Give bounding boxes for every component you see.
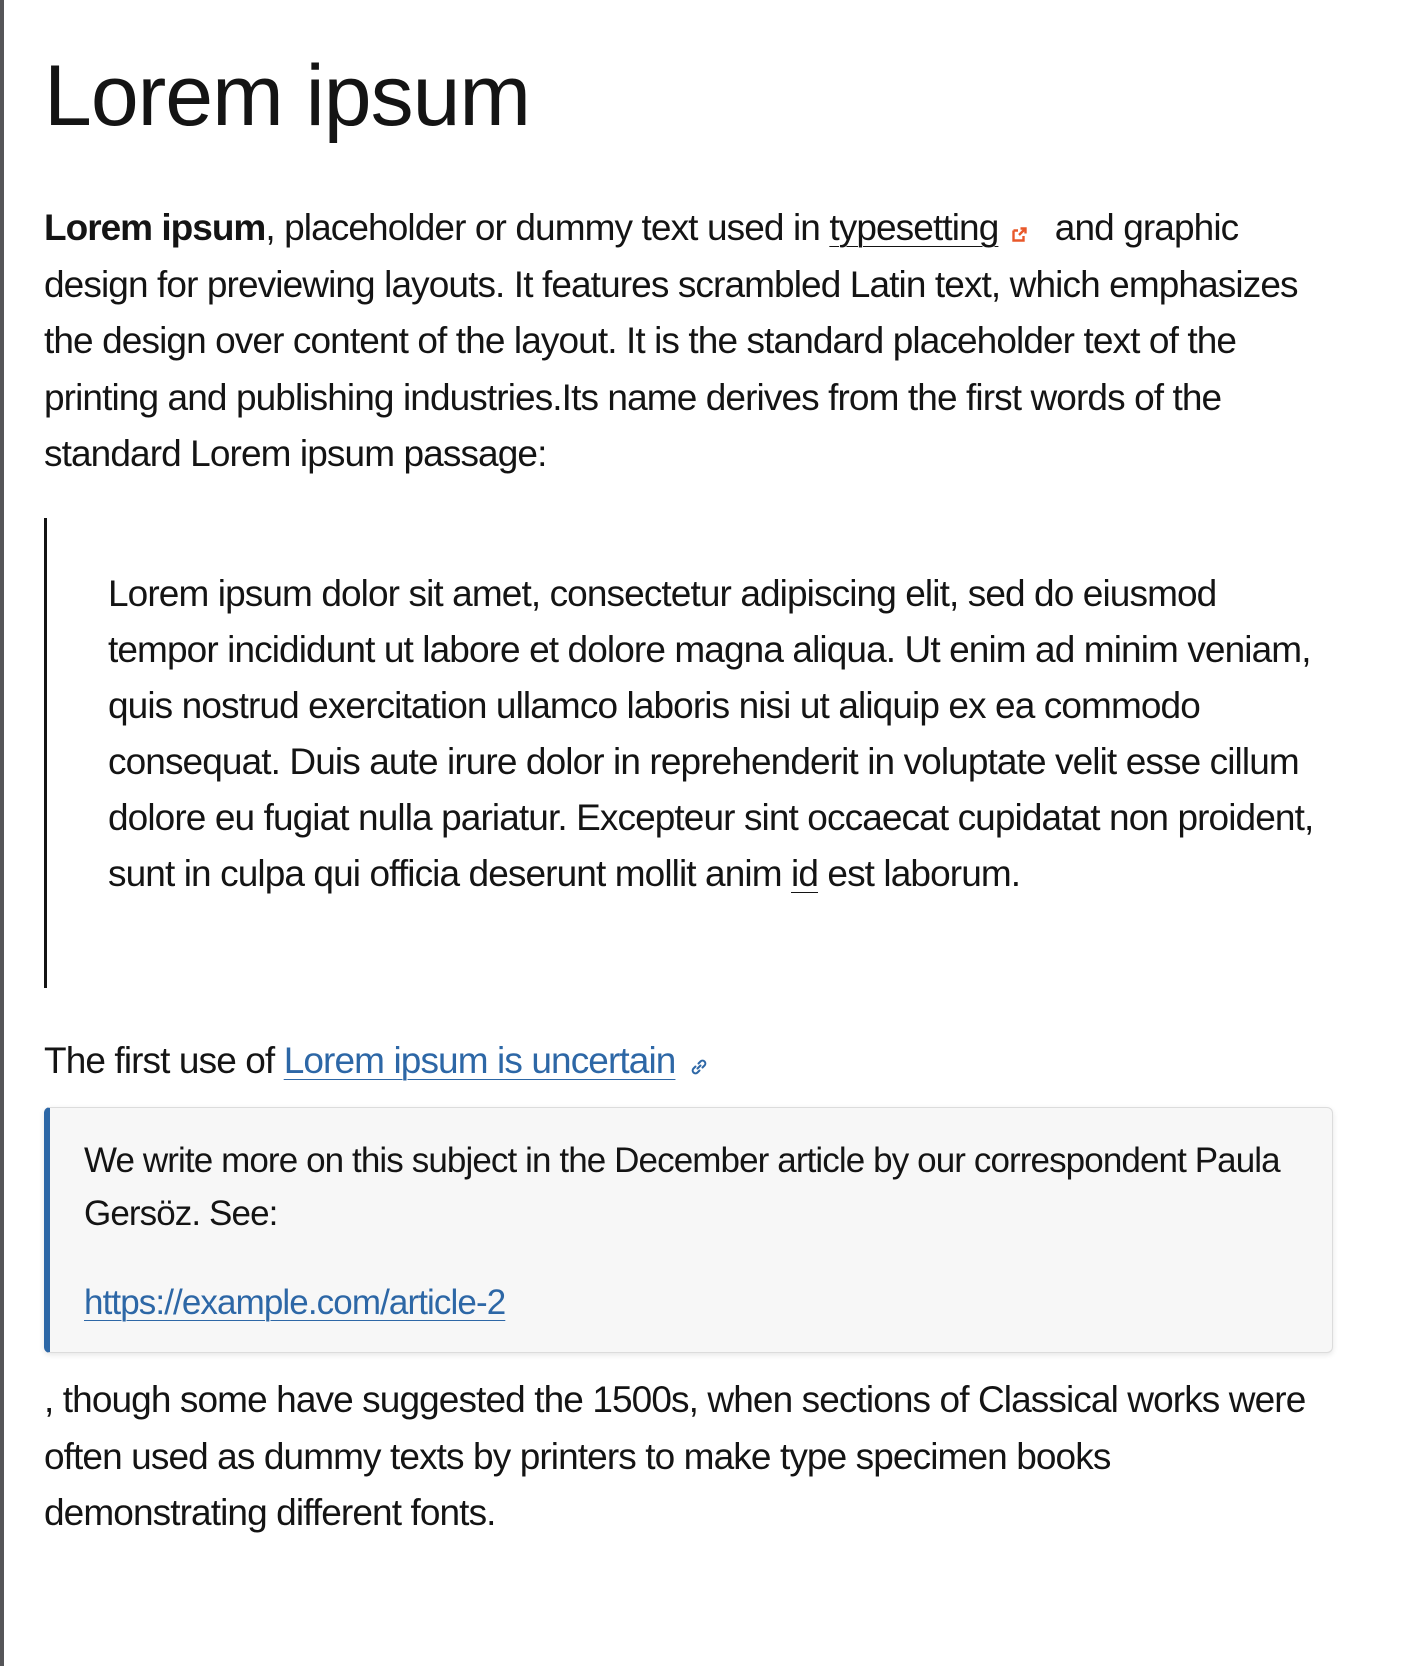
intro-text-1: , placeholder or dummy text used in	[265, 207, 830, 248]
callout-box	[44, 1107, 1333, 1353]
uncertain-link[interactable]: Lorem ipsum is uncertain	[283, 1040, 676, 1081]
callout-text: We write more on this subject in the December article by our correspondent Paula Gersöz. See:	[84, 1141, 1280, 1233]
lorem-blockquote	[44, 518, 1314, 988]
window-left-edge	[0, 0, 4, 1666]
external-link-icon[interactable]	[1012, 202, 1027, 217]
article-2-link[interactable]: https://example.com/article-2	[84, 1283, 506, 1322]
blockquote-text-2: est laborum.	[818, 853, 1021, 894]
blockquote-text-1: Lorem ipsum dolor sit amet, consectetur adipiscing elit, sed do eiusmod tempor incididunt ut labore et dolore magna aliqua. Ut enim ad minim veniam, quis nostrud exercitation ullamco laboris nisi ut aliquip ex ea commodo consequat. Duis aute irure dolor in reprehenderit in voluptate velit esse cillum dolore eu fugiat nulla pariatur. Excepteur sint occaecat cupidatat non proident, sunt in culpa qui officia deserunt mollit anim	[108, 573, 1314, 894]
page-title: Lorem ipsum	[44, 48, 531, 144]
chain-link-icon[interactable]	[689, 1037, 709, 1057]
first-use-text: The first use of	[44, 1040, 284, 1081]
intro-text-2: and graphic design for previewing layouts. It features scrambled Latin text, which emphasizes the design over content of the layout. It is the standard placeholder text of the printing and publishing industries.Its name derives from the first words of the standard Lorem ipsum passage:	[44, 207, 1298, 474]
abbr-id[interactable]: id	[791, 853, 819, 894]
first-use-paragraph	[44, 1033, 1334, 1090]
blockquote-text	[108, 566, 1318, 902]
closing-paragraph: , though some have suggested the 1500s, when sections of Classical works were often used as dummy texts by printers to make type specimen books demonstrating different fonts.	[44, 1379, 1306, 1533]
typesetting-link[interactable]: typesetting	[829, 207, 999, 248]
intro-paragraph	[44, 200, 1334, 483]
bold-term: Lorem ipsum	[44, 207, 266, 248]
